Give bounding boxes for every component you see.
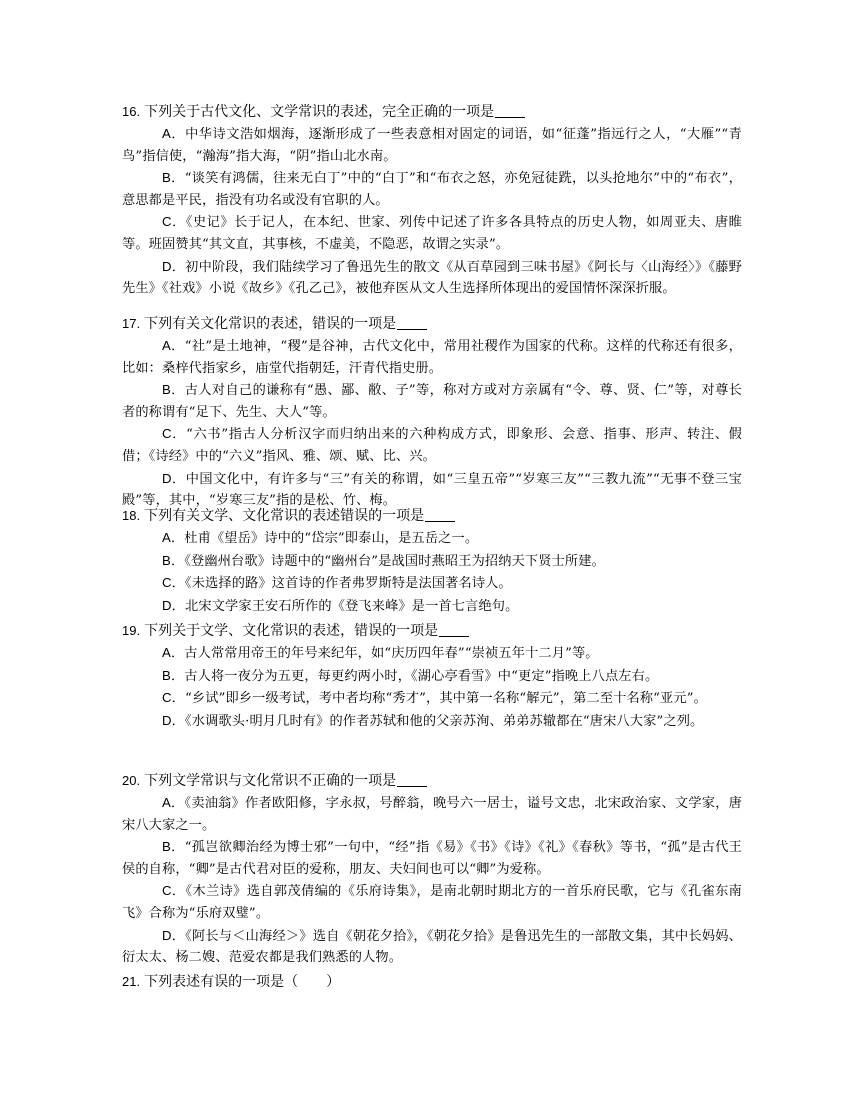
option-text: “六书”指古人分析汉字而归纳出来的六种构成方式，即象形、会意、指事、形声、转注、假借；《诗经》中的“六义”指风、雅、颂、赋、比、兴。 [122,427,742,464]
question-21 [122,971,742,993]
option-d [122,256,742,300]
question-stem [122,505,742,527]
option-text: “乡试”即乡一级考试，考中者均称“秀才”，其中第一名称“解元”，第二至十名称“亚元”。 [185,691,707,707]
question-number: 17. [122,316,141,331]
question-stem [122,971,742,993]
question-20 [122,770,742,969]
option-key: C． [162,426,187,442]
option-text: 北宋文学家王安石所作的《登飞来峰》是一首七言绝句。 [185,598,519,614]
question-stem [122,101,742,123]
option-text: 《史记》长于记人，在本纪、世家、列传中记述了许多各具特点的历史人物，如周亚夫、唐睢等。班固赞其“其文直，其事核，不虚美，不隐恶，故谓之实录”。 [122,215,742,252]
option-c [122,572,742,595]
question-number: 18. [122,508,141,523]
option-key: B． [162,839,185,855]
option-key: B． [162,382,185,398]
question-text: 下列表述有误的一项是（ ） [144,974,341,990]
question-16 [122,101,742,300]
option-key: A． [162,530,185,545]
option-text: 《卖油翁》作者欧阳修，字永叔，号醉翁，晚号六一居士，谥号文忠，北宋政治家、文学家，唐宋八大家之一。 [122,796,742,833]
option-text: 古人将一夜分为五更，每更约两小时，《湖心亭看雪》中“更定”指晚上八点左右。 [184,668,659,684]
option-key: D． [162,597,186,613]
option-key: D． [162,927,186,943]
option-key: A． [162,338,185,353]
question-text: 下列有关文学、文化常识的表述错误的一项是 [144,508,425,524]
option-key: D． [162,258,186,274]
option-c [122,211,742,255]
answer-blank [439,622,469,637]
option-text: “谈笑有鸿儒，往来无白丁”中的“白丁”和“布衣之怒，亦免冠徒跣，以头抢地尔”中的“布衣”，意思都是平民，指没有功名或没有官职的人。 [122,171,742,208]
option-text: “社”是土地神，“稷”是谷神，古代文化中，常用社稷作为国家的代称。这样的代称还有很多，比如：桑梓代指家乡，庙堂代指朝廷，汗青代指史册。 [122,339,742,376]
option-text: 《阿长与＜山海经＞》选自《朝花夕拾》，《朝花夕拾》是鲁迅先生的一部散文集，其中长妈妈、衍太太、杨二嫂、范爱农都是我们熟悉的人物。 [122,928,742,966]
question-stem [122,770,742,792]
question-text: 下列关于古代文化、文学常识的表述，完全正确的一项是 [144,104,495,120]
option-b [122,836,742,880]
option-key: C． [162,214,186,230]
option-b [122,167,742,211]
option-c [122,880,742,924]
answer-blank [397,772,427,787]
option-b [122,550,742,573]
option-key: D． [162,470,186,486]
option-text: 《登幽州台歌》诗题中的“幽州台”是战国时燕昭王为招纳天下贤士所建。 [184,553,605,569]
option-text: 杜甫《望岳》诗中的“岱宗”即泰山，是五岳之一。 [184,531,479,546]
option-text: 《未选择的路》这首诗的作者弗罗斯特是法国著名诗人。 [185,576,512,592]
option-key: B． [162,552,185,568]
option-a [122,642,742,665]
option-text: 古人对自己的谦称有“愚、鄙、敝、子”等，称对方或对方亲属有“令、尊、贤、仁”等，对尊长者的称谓有“足下、先生、大人”等。 [122,383,742,420]
question-number: 19. [122,623,141,638]
option-key: C． [162,883,186,899]
option-text: 《木兰诗》选自郭茂倩编的《乐府诗集》，是南北朝时期北方的一首乐府民歌，它与《孔雀东南飞》合称为“乐府双璧”。 [122,884,742,921]
question-number: 21. [122,974,141,989]
option-c [122,687,742,710]
option-text: 中华诗文浩如烟海，逐渐形成了一些表意相对固定的词语，如“征蓬”指远行之人，“大雁”“青鸟”指信使，“瀚海”指大海，“阴”指山北水南。 [122,127,743,164]
option-key: B． [162,170,185,186]
option-key: D． [162,712,186,728]
option-d [122,925,742,969]
option-key: C． [162,690,186,706]
option-text: 古人常常用帝王的年号来纪年，如“庆历四年春”“崇祯五年十二月”等。 [184,646,599,661]
option-d [122,595,742,618]
question-18 [122,505,742,617]
option-a [122,527,742,550]
option-a [122,123,742,167]
option-a [122,335,742,379]
answer-blank [495,103,525,118]
option-key: A． [162,645,185,660]
option-key: B． [162,667,185,683]
option-b [122,665,742,688]
question-number: 20. [122,773,141,788]
option-a [122,792,742,836]
answer-blank [397,315,427,330]
question-text: 下列文学常识与文化常识不正确的一项是 [144,773,397,789]
option-key: A． [162,795,185,810]
question-number: 16. [122,104,141,119]
option-text: 《水调歌头·明月几时有》的作者苏轼和他的父亲苏洵、弟弟苏辙都在“唐宋八大家”之列。 [185,713,704,729]
question-text: 下列有关文化常识的表述，错误的一项是 [144,316,397,332]
question-17 [122,313,742,512]
question-stem [122,620,742,642]
option-key: C． [162,575,186,591]
question-text: 下列关于文学、文化常识的表述，错误的一项是 [144,623,439,639]
option-key: A． [162,126,186,141]
option-d [122,710,742,733]
question-stem [122,313,742,335]
answer-blank [425,507,455,522]
option-text: 初中阶段，我们陆续学习了鲁迅先生的散文《从百草园到三味书屋》《阿长与〈山海经〉》《藤野先生》《社戏》小说《故乡》《孔乙己》，被他弃医从文人生选择所体现出的爱国情怀深深折服。 [122,259,742,297]
option-b [122,379,742,423]
option-text: “孤岂欲卿治经为博士邪”一句中，“经”指《易》《书》《诗》《礼》《春秋》等书，“孤”是古代王侯的自称，“卿”是古代君对臣的爱称，朋友、夫妇间也可以“卿”为爱称。 [122,840,742,877]
question-19 [122,620,742,732]
option-c [122,423,742,467]
option-text: 中国文化中，有许多与“三”有关的称谓，如“三皇五帝”“岁寒三友”“三教九流”“无事不登三宝殿”等，其中，“岁寒三友”指的是松、竹、梅。 [122,471,742,509]
